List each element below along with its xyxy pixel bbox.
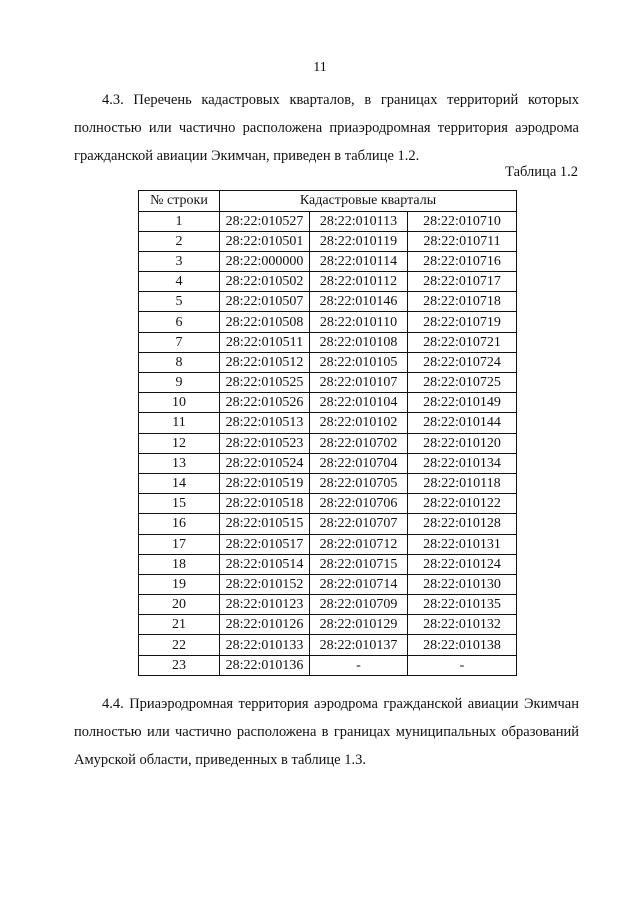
cadastral-block-cell: 28:22:010124 bbox=[408, 554, 517, 574]
cadastral-block-cell: 28:22:010130 bbox=[408, 574, 517, 594]
row-number-cell: 19 bbox=[139, 574, 220, 594]
cadastral-block-cell: 28:22:010132 bbox=[408, 615, 517, 635]
cadastral-block-cell: 28:22:010501 bbox=[220, 231, 310, 251]
cadastral-block-cell: 28:22:010129 bbox=[310, 615, 408, 635]
table-row bbox=[139, 534, 517, 554]
table-row bbox=[139, 272, 517, 292]
row-number-cell: 5 bbox=[139, 292, 220, 312]
cadastral-block-cell: 28:22:010709 bbox=[310, 595, 408, 615]
cadastral-block-cell: 28:22:010133 bbox=[220, 635, 310, 655]
page-number: 11 bbox=[313, 60, 327, 75]
table-row bbox=[139, 231, 517, 251]
row-number-cell: 9 bbox=[139, 373, 220, 393]
cadastral-block-cell: 28:22:010511 bbox=[220, 332, 310, 352]
row-number-cell: 8 bbox=[139, 352, 220, 372]
table-row bbox=[139, 494, 517, 514]
row-number-cell: 3 bbox=[139, 251, 220, 271]
table-row bbox=[139, 211, 517, 231]
table-row bbox=[139, 393, 517, 413]
cadastral-block-cell: 28:22:010105 bbox=[310, 352, 408, 372]
row-number-cell: 16 bbox=[139, 514, 220, 534]
cadastral-block-cell: 28:22:010107 bbox=[310, 373, 408, 393]
row-number-cell: 2 bbox=[139, 231, 220, 251]
row-number-cell: 15 bbox=[139, 494, 220, 514]
row-number-cell: 18 bbox=[139, 554, 220, 574]
cadastral-block-cell: 28:22:010705 bbox=[310, 473, 408, 493]
cadastral-block-cell: 28:22:010518 bbox=[220, 494, 310, 514]
cadastral-block-cell: 28:22:010704 bbox=[310, 453, 408, 473]
cadastral-block-cell: 28:22:010146 bbox=[310, 292, 408, 312]
table-row bbox=[139, 574, 517, 594]
table-row bbox=[139, 595, 517, 615]
cadastral-block-cell: 28:22:010126 bbox=[220, 615, 310, 635]
cadastral-block-cell: 28:22:010714 bbox=[310, 574, 408, 594]
cadastral-block-cell: 28:22:010128 bbox=[408, 514, 517, 534]
row-number-cell: 10 bbox=[139, 393, 220, 413]
cadastral-block-cell: 28:22:010716 bbox=[408, 251, 517, 271]
table-caption: Таблица 1.2 bbox=[505, 164, 578, 180]
cadastral-block-cell: 28:22:010715 bbox=[310, 554, 408, 574]
table-row bbox=[139, 373, 517, 393]
row-number-cell: 21 bbox=[139, 615, 220, 635]
table-row bbox=[139, 514, 517, 534]
cadastral-block-cell: 28:22:010144 bbox=[408, 413, 517, 433]
header-cadastral-blocks: Кадастровые кварталы bbox=[220, 191, 517, 212]
row-number-cell: 13 bbox=[139, 453, 220, 473]
cadastral-block-cell: 28:22:000000 bbox=[220, 251, 310, 271]
cadastral-block-cell: 28:22:010712 bbox=[310, 534, 408, 554]
cadastral-block-cell: 28:22:010525 bbox=[220, 373, 310, 393]
cadastral-block-cell: 28:22:010113 bbox=[310, 211, 408, 231]
table-row bbox=[139, 615, 517, 635]
cadastral-block-cell: 28:22:010108 bbox=[310, 332, 408, 352]
table-row bbox=[139, 635, 517, 655]
cadastral-block-cell: 28:22:010131 bbox=[408, 534, 517, 554]
table-row bbox=[139, 312, 517, 332]
row-number-cell: 11 bbox=[139, 413, 220, 433]
cadastral-block-cell: 28:22:010515 bbox=[220, 514, 310, 534]
cadastral-block-cell: 28:22:010112 bbox=[310, 272, 408, 292]
cadastral-block-cell: 28:22:010149 bbox=[408, 393, 517, 413]
table-row bbox=[139, 433, 517, 453]
cadastral-block-cell: 28:22:010512 bbox=[220, 352, 310, 372]
cadastral-block-cell: 28:22:010718 bbox=[408, 292, 517, 312]
table-row bbox=[139, 453, 517, 473]
table-row bbox=[139, 251, 517, 271]
cadastral-block-cell: 28:22:010120 bbox=[408, 433, 517, 453]
table-row bbox=[139, 332, 517, 352]
cadastral-block-cell: 28:22:010104 bbox=[310, 393, 408, 413]
cadastral-block-cell: 28:22:010136 bbox=[220, 655, 310, 675]
section-4-4-paragraph bbox=[74, 690, 579, 774]
cadastral-block-cell: 28:22:010119 bbox=[310, 231, 408, 251]
cadastral-block-cell: 28:22:010702 bbox=[310, 433, 408, 453]
section-4-4-text: 4.4. Приаэродромная территория аэродрома гражданской авиации Экимчан полностью или частично расположена в границах муниципальных образований Амурской области, приведенных в таблице 1.3. bbox=[74, 696, 579, 768]
cadastral-block-cell: 28:22:010123 bbox=[220, 595, 310, 615]
cadastral-block-cell: 28:22:010707 bbox=[310, 514, 408, 534]
row-number-cell: 22 bbox=[139, 635, 220, 655]
cadastral-block-cell: - bbox=[310, 655, 408, 675]
cadastral-block-cell: 28:22:010524 bbox=[220, 453, 310, 473]
table-body bbox=[139, 211, 517, 675]
cadastral-block-cell: 28:22:010719 bbox=[408, 312, 517, 332]
table-row bbox=[139, 413, 517, 433]
table-row bbox=[139, 292, 517, 312]
table-row bbox=[139, 473, 517, 493]
row-number-cell: 7 bbox=[139, 332, 220, 352]
cadastral-block-cell: 28:22:010502 bbox=[220, 272, 310, 292]
cadastral-block-cell: 28:22:010523 bbox=[220, 433, 310, 453]
cadastral-block-cell: 28:22:010110 bbox=[310, 312, 408, 332]
cadastral-block-cell: 28:22:010137 bbox=[310, 635, 408, 655]
cadastral-block-cell: 28:22:010114 bbox=[310, 251, 408, 271]
cadastral-block-cell: 28:22:010710 bbox=[408, 211, 517, 231]
table-row bbox=[139, 655, 517, 675]
table-row bbox=[139, 554, 517, 574]
row-number-cell: 12 bbox=[139, 433, 220, 453]
cadastral-block-cell: 28:22:010507 bbox=[220, 292, 310, 312]
header-row-number: № строки bbox=[139, 191, 220, 212]
row-number-cell: 1 bbox=[139, 211, 220, 231]
cadastral-block-cell: 28:22:010134 bbox=[408, 453, 517, 473]
section-4-3-text: 4.3. Перечень кадастровых кварталов, в границах территорий которых полностью или частично расположена приаэродромная территория аэродрома гражданской авиации Экимчан, приведен в таблице 1.2. bbox=[74, 92, 579, 164]
row-number-cell: 20 bbox=[139, 595, 220, 615]
cadastral-block-cell: 28:22:010152 bbox=[220, 574, 310, 594]
table-header-row bbox=[139, 191, 517, 212]
cadastral-block-cell: 28:22:010724 bbox=[408, 352, 517, 372]
cadastral-block-cell: - bbox=[408, 655, 517, 675]
cadastral-block-cell: 28:22:010725 bbox=[408, 373, 517, 393]
cadastral-block-cell: 28:22:010526 bbox=[220, 393, 310, 413]
cadastral-block-cell: 28:22:010118 bbox=[408, 473, 517, 493]
cadastral-block-cell: 28:22:010721 bbox=[408, 332, 517, 352]
cadastral-block-cell: 28:22:010122 bbox=[408, 494, 517, 514]
cadastral-block-cell: 28:22:010711 bbox=[408, 231, 517, 251]
row-number-cell: 23 bbox=[139, 655, 220, 675]
cadastral-block-cell: 28:22:010519 bbox=[220, 473, 310, 493]
cadastral-blocks-table bbox=[138, 190, 517, 676]
row-number-cell: 4 bbox=[139, 272, 220, 292]
row-number-cell: 17 bbox=[139, 534, 220, 554]
cadastral-block-cell: 28:22:010135 bbox=[408, 595, 517, 615]
section-4-3-paragraph bbox=[74, 86, 579, 170]
row-number-cell: 14 bbox=[139, 473, 220, 493]
cadastral-block-cell: 28:22:010517 bbox=[220, 534, 310, 554]
cadastral-block-cell: 28:22:010138 bbox=[408, 635, 517, 655]
table-row bbox=[139, 352, 517, 372]
cadastral-block-cell: 28:22:010514 bbox=[220, 554, 310, 574]
cadastral-block-cell: 28:22:010717 bbox=[408, 272, 517, 292]
cadastral-block-cell: 28:22:010102 bbox=[310, 413, 408, 433]
row-number-cell: 6 bbox=[139, 312, 220, 332]
cadastral-block-cell: 28:22:010706 bbox=[310, 494, 408, 514]
cadastral-block-cell: 28:22:010513 bbox=[220, 413, 310, 433]
cadastral-block-cell: 28:22:010508 bbox=[220, 312, 310, 332]
cadastral-block-cell: 28:22:010527 bbox=[220, 211, 310, 231]
